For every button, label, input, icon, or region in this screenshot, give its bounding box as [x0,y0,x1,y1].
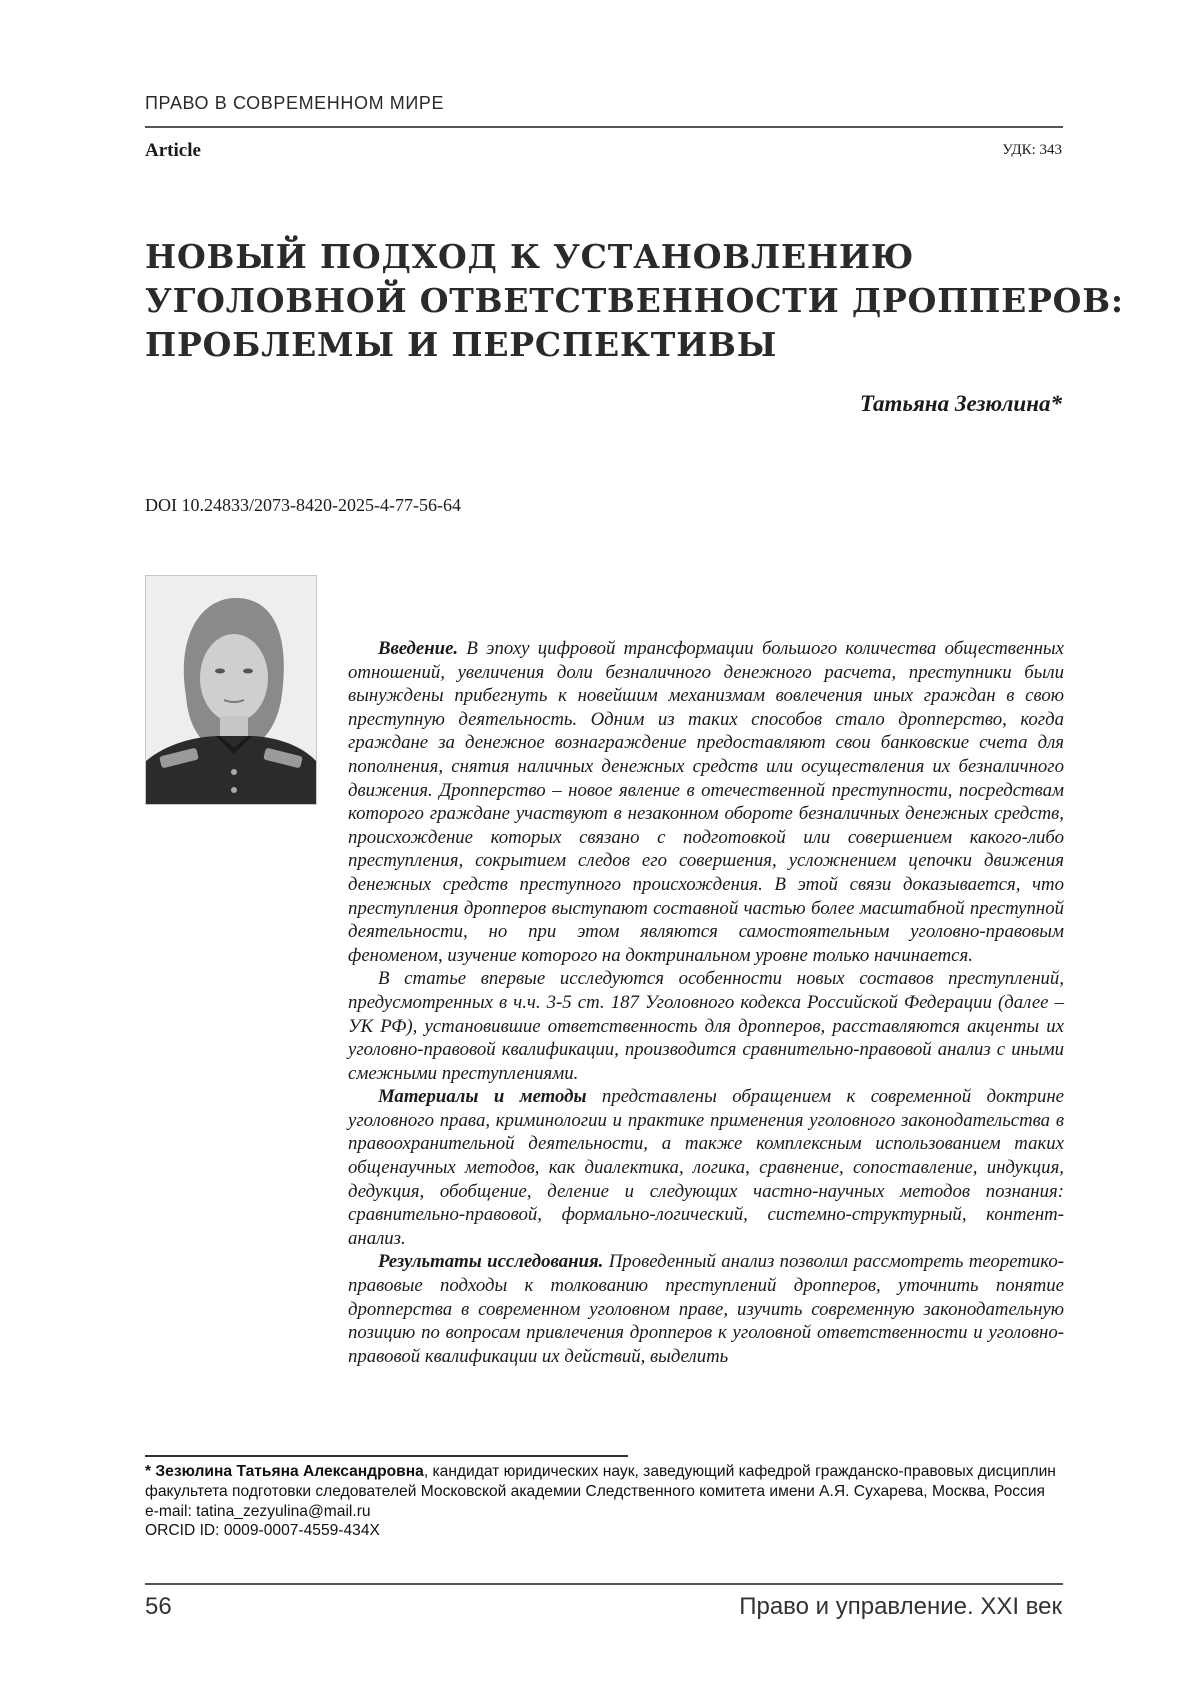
section-text: представлены обращением к современной доктрине уголовного права, криминологии и практике применения уголовного законодательства в правоохранительной деятельности, а также комплексным использованием таких общенаучных методов, как диалектика, логика, сравнение, сопоставление, индукция, дедукция, обобщение, деление и следующих частно-научных методов познания: сравнительно-правовой, формально-логический, системно-структурный, контент-анализ. [348,1086,1064,1249]
section-label: Материалы и методы [378,1086,587,1108]
section-label: Введение. [378,638,459,659]
journal-name: Право и управление. XXI век [739,1593,1062,1620]
title-line: ПРОБЛЕМЫ И ПЕРСПЕКТИВЫ [145,325,778,364]
abstract-paragraph: В статье впервые исследуются особенности новых составов преступлений, предусмотренных в ч.ч. 3-5 ст. 187 Уголовного кодекса Российской Федерации (далее – УК РФ), установившие ответственность для дропперов, расставляются акценты их уголовно-правовой квалификации, производится сравнительно-правовой анализ с иными смежными преступлениями. [348,968,1064,1084]
title-line: УГОЛОВНОЙ ОТВЕТСТВЕННОСТИ ДРОППЕРОВ: [145,281,1124,320]
abstract-paragraph [348,1250,1064,1368]
running-title: ПРАВО В СОВРЕМЕННОМ МИРЕ [145,93,445,113]
section-label: Результаты исследования. [378,1251,604,1273]
footer-divider [145,1583,1063,1585]
footnote-author-name: * Зезюлина Татьяна Александровна [145,1463,424,1480]
abstract [348,637,1064,1368]
footnote-affiliation-text: , кандидат юридических наук, заведующий кафедрой гражданско-правовых дисциплин факультета подготовки следователей Московской академии Следственного комитета имени А.Я. Сухарева, Москва, Россия [145,1463,1056,1500]
section-text: В эпоху цифровой трансформации большого количества общественных отношений, увеличения доли безналичного денежного расчета, преступники были вынуждены прибегнуть к новейшим механизмам вовлечения иных граждан в свою преступную деятельность. Одним из таких способов стало дропперство, когда граждане за денежное вознаграждение предоставляют свои банковские счета для пополнения, снятия наличных денежных средств или осуществления их безналичного движения. Дропперство – новое явление в отечественной преступности, посредствам которого граждане участвуют в незаконном обороте безналичных денежных средств, происхождение которых связано с подготовкой или совершением какого-либо преступления, сокрытием следов его совершения, усложнением цепочки движения денежных средств преступного происхождения. В этой связи доказывается, что преступления дропперов выступают составной частью более масштабной преступной деятельности, но при этом являются самостоятельным уголовно-правовым феноменом, изучение которого на доктринальном уровне только начинается. [348,638,1064,966]
article-title [145,235,1124,367]
abstract-paragraph [348,1085,1064,1250]
footnote-divider [145,1455,628,1457]
abstract-paragraph [348,637,1064,967]
title-line: НОВЫЙ ПОДХОД К УСТАНОВЛЕНИЮ [145,237,915,276]
udk-code: УДК: 343 [1002,142,1062,158]
section-text: Проведенный анализ позволил рассмотреть теоретико-правовые подходы к толкованию преступлений дропперов, уточнить понятие дропперства в современном уголовном праве, изучить современную законодательную позицию по вопросам привлечения дропперов к уголовной ответственности и уголовно-правовой квалификации их действий, выделить [348,1251,1064,1367]
header-divider [145,126,1063,128]
doi: DOI 10.24833/2073-8420-2025-4-77-56-64 [145,495,461,515]
author-name: Татьяна Зезюлина* [859,391,1062,416]
author-footnote [145,1462,1065,1541]
footnote-affiliation [145,1462,1065,1502]
author-photo [145,575,317,805]
footnote-email: e-mail: tatina_zezyulina@mail.ru [145,1502,371,1520]
article-type: Article [145,140,201,161]
footnote-orcid: ORCID ID: 0009-0007-4559-434X [145,1522,380,1540]
page-number: 56 [145,1593,172,1620]
